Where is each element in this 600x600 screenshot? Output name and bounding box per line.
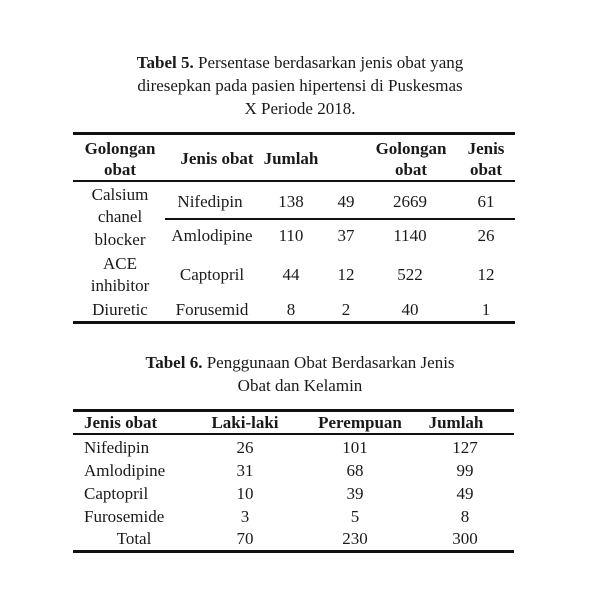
table6-cell: 3 — [240, 507, 250, 526]
table5-header-jenis-obat: Jenis obat — [180, 149, 254, 168]
table5-cell: 12 — [477, 265, 495, 284]
table6-header-jenis-obat: Jenis obat — [84, 413, 158, 432]
table6-cell-total-label: Total — [116, 529, 152, 548]
group-label-line: blocker — [94, 230, 146, 249]
table5-top-rule — [73, 132, 515, 135]
table6-cell: 5 — [350, 507, 360, 526]
table6-cell: 68 — [346, 461, 364, 480]
table5-caption-line1 — [0, 51, 600, 74]
table6-cell: 300 — [452, 529, 478, 548]
table5-cell: 49 — [337, 192, 355, 211]
table6-cell: 26 — [236, 438, 254, 457]
table5-cell: 1 — [481, 300, 491, 319]
group-label-line: Calsium — [91, 185, 149, 204]
table6-bottom-rule — [73, 550, 514, 553]
table5-cell: 40 — [401, 300, 419, 319]
table6-caption-text: Penggunaan Obat Berdasarkan Jenis — [206, 353, 455, 372]
table5-cell: 37 — [337, 226, 355, 245]
table5-cell: 44 — [282, 265, 300, 284]
table5-header-golongan-line2: obat — [103, 160, 137, 179]
table5-header-golongan: Golongan — [84, 139, 156, 158]
table5-header-jenis-line2: obat — [469, 160, 503, 179]
table5-caption-line2: diresepkan pada pasien hipertensi di Puskesmas — [137, 76, 463, 95]
table6-cell: 99 — [456, 461, 474, 480]
table6-cell: 31 — [236, 461, 254, 480]
table6-cell-drug: Nifedipin — [84, 438, 150, 457]
table5-cell-drug: Forusemid — [175, 300, 249, 319]
table5-cell: 2 — [341, 300, 351, 319]
table6-header-jumlah: Jumlah — [428, 413, 484, 432]
table5-cell-drug: Nifedipin — [177, 192, 243, 211]
table5-bottom-rule — [73, 321, 515, 324]
table5-header-jumlah: Jumlah — [263, 149, 319, 168]
table5-cell: 1140 — [393, 226, 427, 245]
table5-caption-text: Persentase berdasarkan jenis obat yang — [197, 53, 464, 72]
table5-caption-line3: X Periode 2018. — [244, 99, 356, 118]
table6-caption-line1 — [0, 351, 600, 374]
table5-cell: 26 — [477, 226, 495, 245]
table6-cell: 10 — [236, 484, 254, 503]
table5-header-golongan-2-line2: obat — [394, 160, 428, 179]
table5-header-jenis: Jenis — [467, 139, 505, 158]
table5-caption-label: Tabel 5. — [136, 53, 194, 72]
table5-mid-rule — [165, 218, 515, 220]
group-label-line: chanel — [97, 207, 143, 226]
table6-header-laki-laki: Laki-laki — [211, 413, 279, 432]
group-label-line: Diuretic — [92, 300, 148, 319]
table5-cell: 522 — [397, 265, 423, 284]
table6-cell: 49 — [456, 484, 474, 503]
table5-cell-drug: Amlodipine — [171, 226, 253, 245]
table6-header-rule — [73, 433, 514, 435]
table6-cell: 39 — [346, 484, 364, 503]
table6-cell-drug: Amlodipine — [84, 461, 166, 480]
table5-header-rule — [73, 180, 515, 182]
table5-cell-drug: Captopril — [179, 265, 245, 284]
table6-cell-drug: Furosemide — [84, 507, 165, 526]
table6-cell: 230 — [342, 529, 368, 548]
table6-caption-label: Tabel 6. — [145, 353, 203, 372]
table6-cell: 127 — [452, 438, 478, 457]
table5-cell: 110 — [278, 226, 304, 245]
group-label-line: ACE — [103, 254, 137, 273]
table6-caption-line2: Obat dan Kelamin — [237, 376, 363, 395]
group-label-line: inhibitor — [90, 276, 150, 295]
table6-cell: 101 — [342, 438, 368, 457]
table5-cell: 61 — [477, 192, 495, 211]
table6-cell: 8 — [460, 507, 470, 526]
table6-cell: 70 — [236, 529, 254, 548]
table5-cell: 2669 — [393, 192, 427, 211]
table5-cell: 12 — [337, 265, 355, 284]
table6-header-perempuan: Perempuan — [318, 413, 402, 432]
table6-cell-drug: Captopril — [84, 484, 149, 503]
table5-cell: 138 — [278, 192, 304, 211]
table5-header-golongan-2: Golongan — [375, 139, 447, 158]
table5-cell: 8 — [286, 300, 296, 319]
